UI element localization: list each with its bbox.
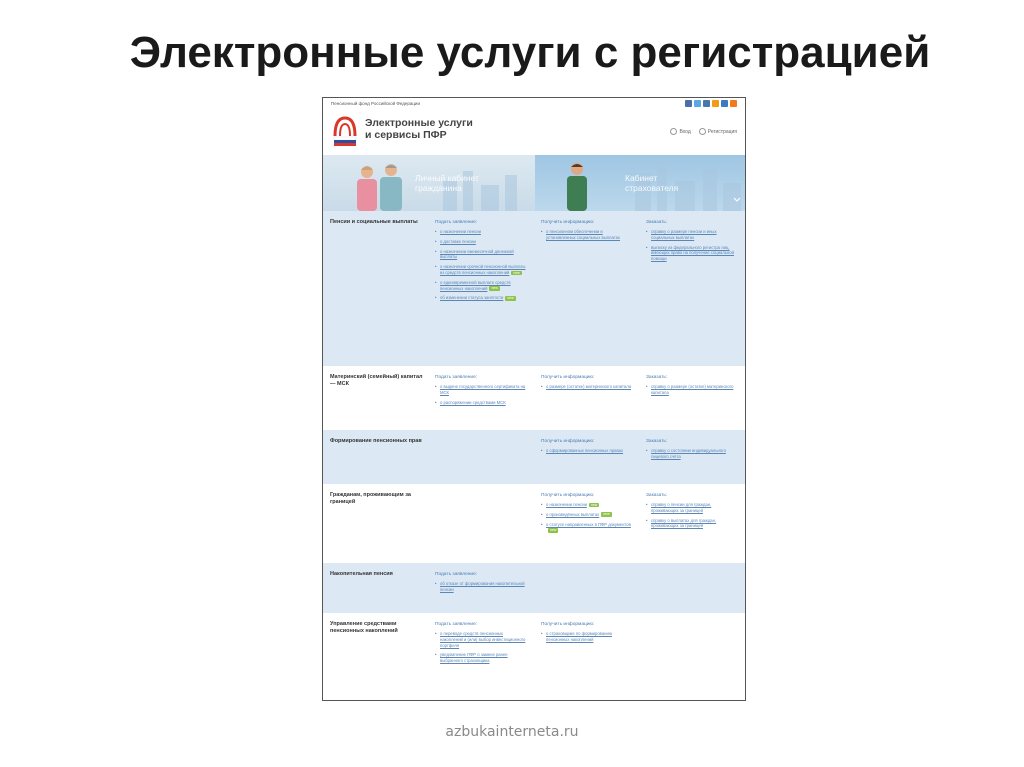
portal-screenshot: [322, 97, 746, 701]
service-list: [646, 502, 738, 529]
section-column-info: [541, 375, 633, 394]
column-heading: Получить информацию:: [541, 439, 595, 444]
citizen-cabinet-label: Личный кабинет гражданина: [415, 173, 479, 193]
service-link[interactable]: • о выдаче государственного сертификата на МСК: [435, 384, 527, 396]
register-icon: [699, 128, 706, 135]
service-link[interactable]: • о назначении пенсии new: [541, 502, 633, 508]
service-link[interactable]: • о сформированных пенсионных правах: [541, 448, 633, 454]
portal-top-caption: Пенсионный фонд Российской Федерации: [331, 101, 420, 106]
rss-icon[interactable]: [730, 100, 737, 107]
section-category: Материнский (семейный) капитал — МСК: [330, 374, 423, 387]
column-heading: Подать заявление:: [435, 572, 478, 577]
service-link[interactable]: • справку о состоянии индивидуального лицевого счёта: [646, 448, 738, 460]
section-column-apply: [435, 220, 527, 305]
service-link[interactable]: • о пенсионном обеспечении и установленных социальных выплатах: [541, 229, 633, 241]
portal-brand-name: [365, 117, 525, 141]
section-category: Гражданам, проживающим за границей: [330, 492, 411, 505]
section-category: Формирование пенсионных прав: [330, 438, 422, 444]
column-heading: Заказать:: [646, 375, 668, 380]
citizen-cabinet-banner[interactable]: [323, 155, 535, 211]
slide-footer: azbukainterneta.ru: [445, 724, 579, 740]
section-column-apply: [435, 375, 527, 409]
social-icons: [685, 100, 737, 107]
service-link[interactable]: • о страховщике по формированию пенсионных накоплений: [541, 631, 633, 643]
services-table: [323, 211, 746, 701]
section-column-info: [541, 493, 633, 537]
service-link[interactable]: • справку о размере пенсии и иных социальных выплатах: [646, 229, 738, 241]
employer-cabinet-label: Кабинет страхователя: [625, 173, 679, 193]
section-column-info: [541, 439, 633, 458]
column-heading: Подать заявление:: [435, 220, 478, 225]
service-link[interactable]: • о статусе направленных в ПФР документовnew: [541, 522, 633, 534]
service-link[interactable]: • об изменении статуса занятости new: [435, 295, 527, 301]
service-link[interactable]: • о назначении ежемесячной денежной выплаты: [435, 249, 527, 261]
service-link[interactable]: • о единовременной выплате средств пенсионных накоплений new: [435, 280, 527, 292]
section-column-order: [646, 220, 738, 266]
column-heading: Подать заявление:: [435, 622, 478, 627]
login-label: Вход: [679, 128, 691, 135]
column-heading: Заказать:: [646, 220, 668, 225]
twitter-icon[interactable]: [694, 100, 701, 107]
service-link[interactable]: • о произведённых выплатах new: [541, 512, 633, 518]
auth-links: [670, 128, 737, 135]
service-list: [646, 229, 738, 262]
service-link[interactable]: • о назначении пенсии: [435, 229, 527, 235]
pfr-logo: [331, 114, 359, 148]
service-link[interactable]: • справку о пенсии для граждан, проживающих за границей: [646, 502, 738, 514]
section-column-order: [646, 493, 738, 533]
service-link[interactable]: • выписку из федерального регистра лиц, имеющих право на получение социальной помощи: [646, 245, 738, 262]
section-column-order: [646, 439, 738, 464]
section-category: Пенсии и социальные выплаты: [330, 219, 418, 225]
section-column-apply: [435, 622, 527, 668]
facebook-icon[interactable]: [685, 100, 692, 107]
service-list: [541, 384, 633, 390]
service-section: [323, 211, 746, 366]
login-icon: [670, 128, 677, 135]
service-section: [323, 613, 746, 701]
portal-header: [323, 110, 745, 154]
vk-icon[interactable]: [703, 100, 710, 107]
service-link[interactable]: • о размере (остатке) материнского капитала: [541, 384, 633, 390]
service-section: [323, 484, 746, 563]
service-list: [646, 448, 738, 460]
register-link[interactable]: [699, 128, 737, 135]
new-badge: new: [590, 502, 598, 507]
column-heading: Получить информацию:: [541, 493, 595, 498]
service-link[interactable]: • справку о выплатах для граждан, проживающих за границей: [646, 518, 738, 530]
brand-line-2: и сервисы ПФР: [365, 129, 447, 141]
service-link[interactable]: • о переводе средств пенсионных накоплений и (или) выбор инвестиционного портфеля: [435, 631, 527, 648]
service-section: [323, 563, 746, 613]
service-section: [323, 430, 746, 484]
new-badge: new: [491, 286, 498, 291]
new-badge: new: [513, 270, 520, 275]
slide-title: Электронные услуги с регистрацией: [129, 28, 931, 77]
new-badge: new: [507, 296, 514, 301]
service-section: [323, 366, 746, 430]
service-link[interactable]: • о назначении срочной пенсионной выплаты из средств пенсионных накоплений new: [435, 264, 527, 276]
service-list: [435, 581, 527, 593]
section-category: Управление средствами пенсионных накоплений: [330, 621, 398, 634]
service-list: [541, 502, 633, 533]
login-link[interactable]: [670, 128, 690, 135]
column-heading: Заказать:: [646, 439, 668, 444]
service-link[interactable]: • об отказе от формирования накопительной пенсии: [435, 581, 527, 593]
column-heading: Получить информацию:: [541, 375, 595, 380]
citizens-photo: [345, 161, 415, 211]
service-list: [646, 384, 738, 396]
portal-banner: [323, 155, 746, 211]
brand-line-1: Электронные услуги: [365, 117, 473, 129]
section-category: Накопительная пенсия: [330, 571, 393, 577]
service-link[interactable]: • уведомление ПФР о замене ранее выбранного страховщика: [435, 652, 527, 664]
employer-photo: [559, 159, 595, 211]
section-column-info: [541, 220, 633, 245]
odnoklassniki-icon[interactable]: [712, 100, 719, 107]
service-list: [435, 384, 527, 405]
column-heading: Получить информацию:: [541, 220, 595, 225]
column-heading: Подать заявление:: [435, 375, 478, 380]
register-label: Регистрация: [707, 128, 737, 135]
section-column-order: [646, 375, 738, 400]
service-list: [541, 229, 633, 241]
column-heading: Заказать:: [646, 493, 668, 498]
service-list: [541, 631, 633, 643]
new-badge: new: [550, 528, 557, 533]
service-list: [541, 448, 633, 454]
service-link[interactable]: • о доставке пенсии: [435, 239, 527, 245]
service-link[interactable]: • справку о размере (остатке) материнского капитала: [646, 384, 738, 396]
employer-cabinet-banner[interactable]: [535, 155, 746, 211]
service-list: [435, 229, 527, 301]
section-column-apply: [435, 572, 527, 597]
service-link[interactable]: • о распоряжении средствами МСК: [435, 400, 527, 406]
service-list: [435, 631, 527, 664]
new-badge: new: [603, 512, 610, 517]
chevron-down-icon[interactable]: [733, 195, 741, 203]
column-heading: Получить информацию:: [541, 622, 595, 627]
portal-topbar: [323, 98, 745, 110]
livejournal-icon[interactable]: [721, 100, 728, 107]
section-column-info: [541, 622, 633, 647]
